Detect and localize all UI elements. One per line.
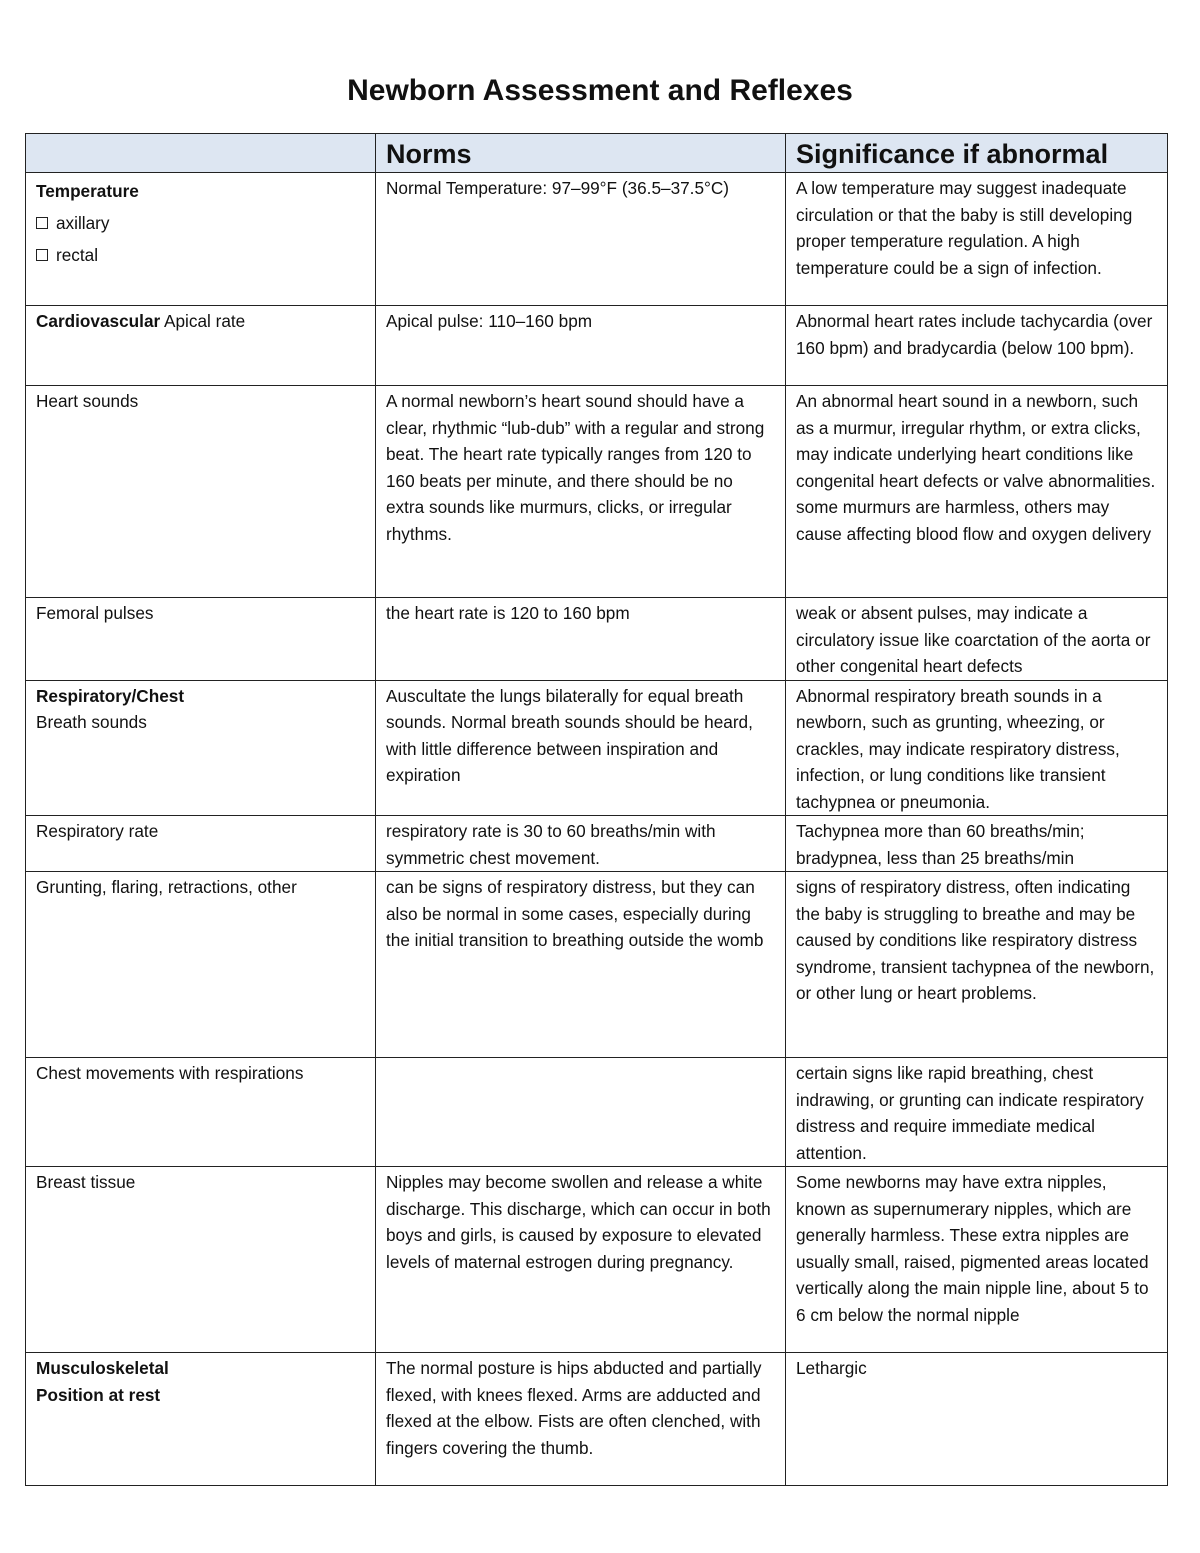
checkbox-icon[interactable] xyxy=(36,249,48,261)
table-row xyxy=(26,598,1168,681)
checkbox-icon[interactable] xyxy=(36,217,48,229)
row-label-bold: Respiratory/Chest xyxy=(36,685,185,706)
abnormal-cell: Lethargic xyxy=(786,1353,1168,1486)
norm-cell: The normal posture is hips abducted and partially flexed, with knees flexed. Arms are adducted and flexed at the elbow. Fists are often clenched, with fingers covering the thumb. xyxy=(376,1353,786,1486)
norm-cell: A normal newborn’s heart sound should have a clear, rhythmic “lub-dub” with a regular and strong beat. The heart rate typically ranges from 120 to 160 beats per minute, and there should be no extra sounds like murmurs, clicks, or irregular rhythms. xyxy=(376,386,786,598)
row-label xyxy=(26,173,376,306)
page-title: Newborn Assessment and Reflexes xyxy=(347,74,853,107)
table-row xyxy=(26,680,1168,816)
checkbox-item[interactable] xyxy=(36,207,365,239)
header-category xyxy=(26,134,376,173)
norm-cell: respiratory rate is 30 to 60 breaths/min with symmetric chest movement. xyxy=(376,816,786,872)
row-label-bold: Cardiovascular xyxy=(36,311,161,331)
norm-cell: Nipples may become swollen and release a white discharge. This discharge, which can occur in both boys and girls, is caused by exposure to elevated levels of maternal estrogen during pregnancy. xyxy=(376,1167,786,1353)
norm-cell xyxy=(376,1058,786,1167)
table-row xyxy=(26,386,1168,598)
abnormal-cell: Some newborns may have extra nipples, known as supernumerary nipples, which are generally harmless. These extra nipples are usually small, raised, pigmented areas located vertically along the main nipple line, about 5 to 6 cm below the normal nipple xyxy=(786,1167,1168,1353)
row-label: Chest movements with respirations xyxy=(26,1058,376,1167)
row-label: Respiratory rate xyxy=(26,816,376,872)
abnormal-cell: weak or absent pulses, may indicate a circulatory issue like coarctation of the aorta or other congenital heart defects xyxy=(786,598,1168,681)
row-label: Heart sounds xyxy=(26,386,376,598)
checkbox-label: rectal xyxy=(56,245,99,265)
row-label-text: Apical rate xyxy=(160,311,246,331)
norm-cell: the heart rate is 120 to 160 bpm xyxy=(376,598,786,681)
abnormal-cell: Tachypnea more than 60 breaths/min; bradypnea, less than 25 breaths/min xyxy=(786,816,1168,872)
row-label xyxy=(26,306,376,386)
table-row xyxy=(26,1058,1168,1167)
table-row xyxy=(26,1167,1168,1353)
norm-cell: Auscultate the lungs bilaterally for equal breath sounds. Normal breath sounds should be heard, with little difference between inspiration and expiration xyxy=(376,680,786,816)
row-label: Grunting, flaring, retractions, other xyxy=(26,872,376,1058)
table-row xyxy=(26,1353,1168,1486)
header-norms: Norms xyxy=(376,134,786,173)
row-label: Breast tissue xyxy=(26,1167,376,1353)
table-row xyxy=(26,306,1168,386)
checkbox-label: axillary xyxy=(56,213,110,233)
table-header-row xyxy=(26,134,1168,173)
abnormal-cell: Abnormal heart rates include tachycardia (over 160 bpm) and bradycardia (below 100 bpm). xyxy=(786,306,1168,386)
checkbox-item[interactable] xyxy=(36,239,365,271)
abnormal-cell: certain signs like rapid breathing, chest indrawing, or grunting can indicate respiratory distress and require immediate medical attention. xyxy=(786,1058,1168,1167)
assessment-table xyxy=(25,133,1168,1486)
abnormal-cell: Abnormal respiratory breath sounds in a newborn, such as grunting, wheezing, or crackles, may indicate respiratory distress, infection, or lung conditions like transient tachypnea or pneumonia. xyxy=(786,680,1168,816)
table-row xyxy=(26,872,1168,1058)
table-row xyxy=(26,173,1168,306)
table-row xyxy=(26,816,1168,872)
norm-cell: Normal Temperature: 97–99°F (36.5–37.5°C) xyxy=(376,173,786,306)
row-label: Femoral pulses xyxy=(26,598,376,681)
row-label-text: Breath sounds xyxy=(36,712,147,732)
row-label-bold: Position at rest xyxy=(36,1384,161,1405)
abnormal-cell: An abnormal heart sound in a newborn, such as a murmur, irregular rhythm, or extra clicks, may indicate underlying heart conditions like congenital heart defects or valve abnormalities. some murmurs are harmless, others may cause affecting blood flow and oxygen delivery xyxy=(786,386,1168,598)
abnormal-cell: A low temperature may suggest inadequate circulation or that the baby is still developing proper temperature regulation. A high temperature could be a sign of infection. xyxy=(786,173,1168,306)
row-label-bold: Temperature xyxy=(36,181,139,201)
abnormal-cell: signs of respiratory distress, often indicating the baby is struggling to breathe and may be caused by conditions like respiratory distress syndrome, transient tachypnea of the newborn, or other lung or heart problems. xyxy=(786,872,1168,1058)
norm-cell: can be signs of respiratory distress, but they can also be normal in some cases, especially during the initial transition to breathing outside the womb xyxy=(376,872,786,1058)
header-significance: Significance if abnormal xyxy=(786,134,1168,173)
row-label xyxy=(26,680,376,816)
norm-cell: Apical pulse: 110–160 bpm xyxy=(376,306,786,386)
row-label xyxy=(26,1353,376,1486)
row-label-bold: Musculoskeletal xyxy=(36,1358,169,1378)
